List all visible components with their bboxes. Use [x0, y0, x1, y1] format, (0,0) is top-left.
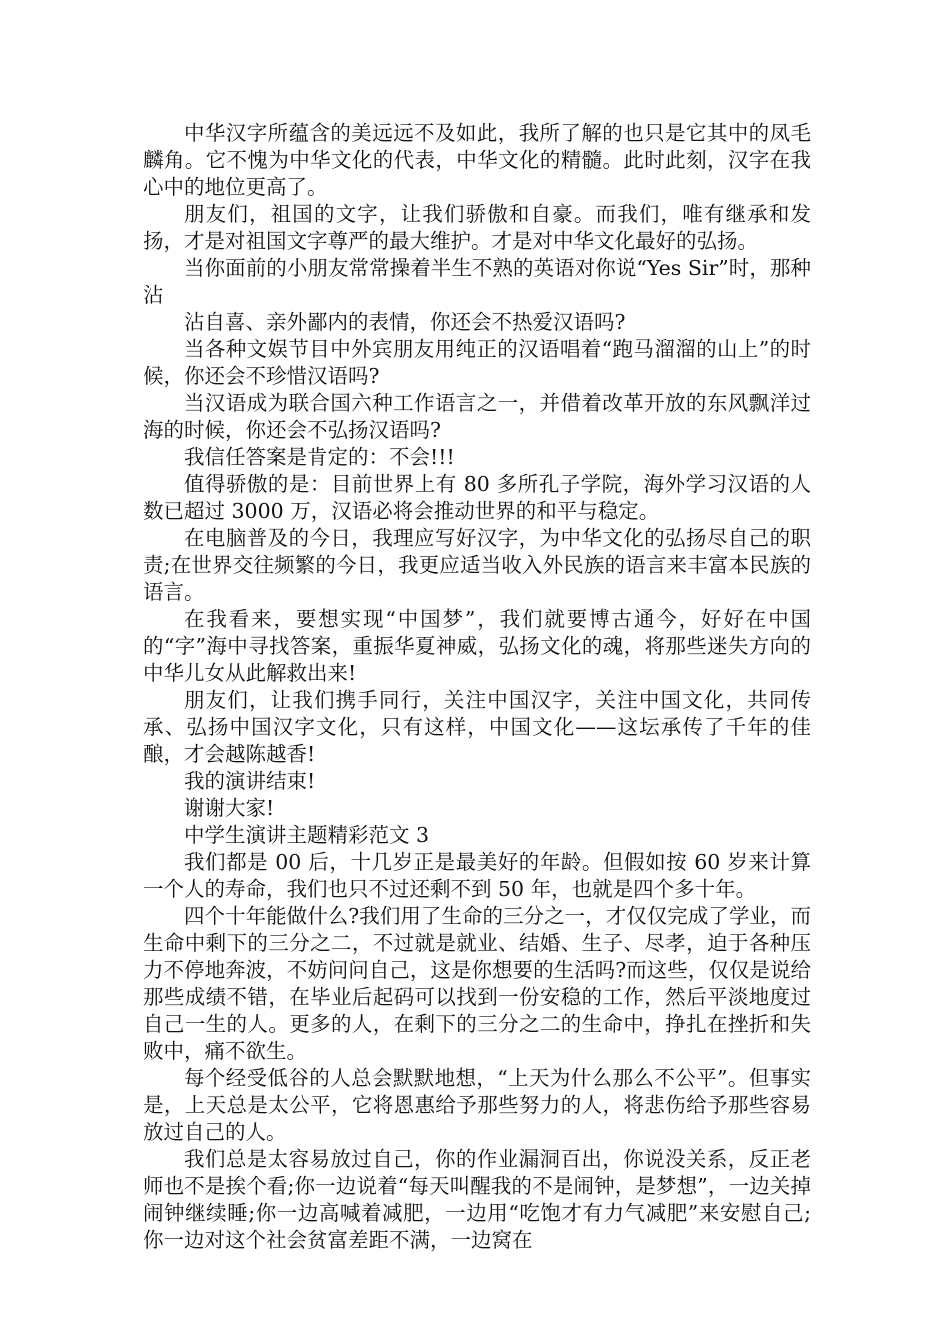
paragraph: 朋友们，祖国的文字，让我们骄傲和自豪。而我们，唯有继承和发扬，才是对祖国文字尊严的最大维护。才是对中华文化最好的弘扬。	[143, 202, 811, 253]
paragraph: 每个经受低谷的人总会默默地想，“上天为什么那么不公平”。但事实是，上天总是太公平，它将恩惠给予那些努力的人，将悲伤给予那些容易放过自己的人。	[143, 1066, 811, 1144]
paragraph: 中华汉字所蕴含的美远远不及如此，我所了解的也只是它其中的凤毛麟角。它不愧为中华文化的代表，中华文化的精髓。此时此刻，汉字在我心中的地位更高了。	[143, 121, 811, 199]
paragraph: 在我看来，要想实现“中国梦”，我们就要博古通今，好好在中国的“字”海中寻找答案，重振华夏神威，弘扬文化的魂，将那些迷失方向的中华儿女从此解救出来!	[143, 607, 811, 685]
paragraph: 沾自喜、亲外鄙内的表情，你还会不热爱汉语吗?	[184, 310, 626, 334]
paragraph: 我的演讲结束!	[184, 769, 316, 793]
paragraph: 谢谢大家!	[184, 796, 275, 820]
paragraph: 值得骄傲的是：目前世界上有 80 多所孔子学院，海外学习汉语的人数已超过 3000 万，汉语必将会推动世界的和平与稳定。	[143, 472, 811, 523]
paragraph: 我们都是 00 后，十几岁正是最美好的年龄。但假如按 60 岁来计算一个人的寿命，我们也只不过还剩不到 50 年，也就是四个多十年。	[143, 850, 811, 901]
paragraph: 我们总是太容易放过自己，你的作业漏洞百出，你说没关系，反正老师也不是挨个看;你一边说着“每天叫醒我的不是闹钟，是梦想”，一边关掉闹钟继续睡;你一边高喊着减肥，一边用“吃饱才有力气减肥”来安慰自己;你一边对这个社会贫富差距不满，一边窝在	[143, 1147, 811, 1252]
paragraph: 当汉语成为联合国六种工作语言之一，并借着改革开放的东风飘洋过海的时候，你还会不弘扬汉语吗?	[143, 391, 811, 442]
paragraph: 在电脑普及的今日，我理应写好汉字，为中华文化的弘扬尽自己的职责;在世界交往频繁的今日，我更应适当收入外民族的语言来丰富本民族的语言。	[143, 526, 811, 604]
paragraph: 朋友们，让我们携手同行，关注中国汉字，关注中国文化，共同传承、弘扬中国汉字文化，只有这样，中国文化——这坛承传了千年的佳酿，才会越陈越香!	[143, 688, 811, 766]
paragraph: 我信任答案是肯定的：不会!!!	[184, 445, 455, 469]
document-page	[143, 120, 811, 1254]
paragraph: 当各种文娱节目中外宾朋友用纯正的汉语唱着“跑马溜溜的山上”的时候，你还会不珍惜汉语吗?	[143, 337, 811, 388]
paragraph: 当你面前的小朋友常常操着半生不熟的英语对你说“Yes Sir”时，那种沾	[143, 256, 811, 307]
section-heading: 中学生演讲主题精彩范文 3	[184, 823, 430, 847]
paragraph: 四个十年能做什么?我们用了生命的三分之一，才仅仅完成了学业，而生命中剩下的三分之二，不过就是就业、结婚、生子、尽孝，迫于各种压力不停地奔波，不妨问问自己，这是你想要的生活吗?而这些，仅仅是说给那些成绩不错，在毕业后起码可以找到一份安稳的工作，然后平淡地度过自己一生的人。更多的人，在剩下的三分之二的生命中，挣扎在挫折和失败中，痛不欲生。	[143, 904, 811, 1063]
